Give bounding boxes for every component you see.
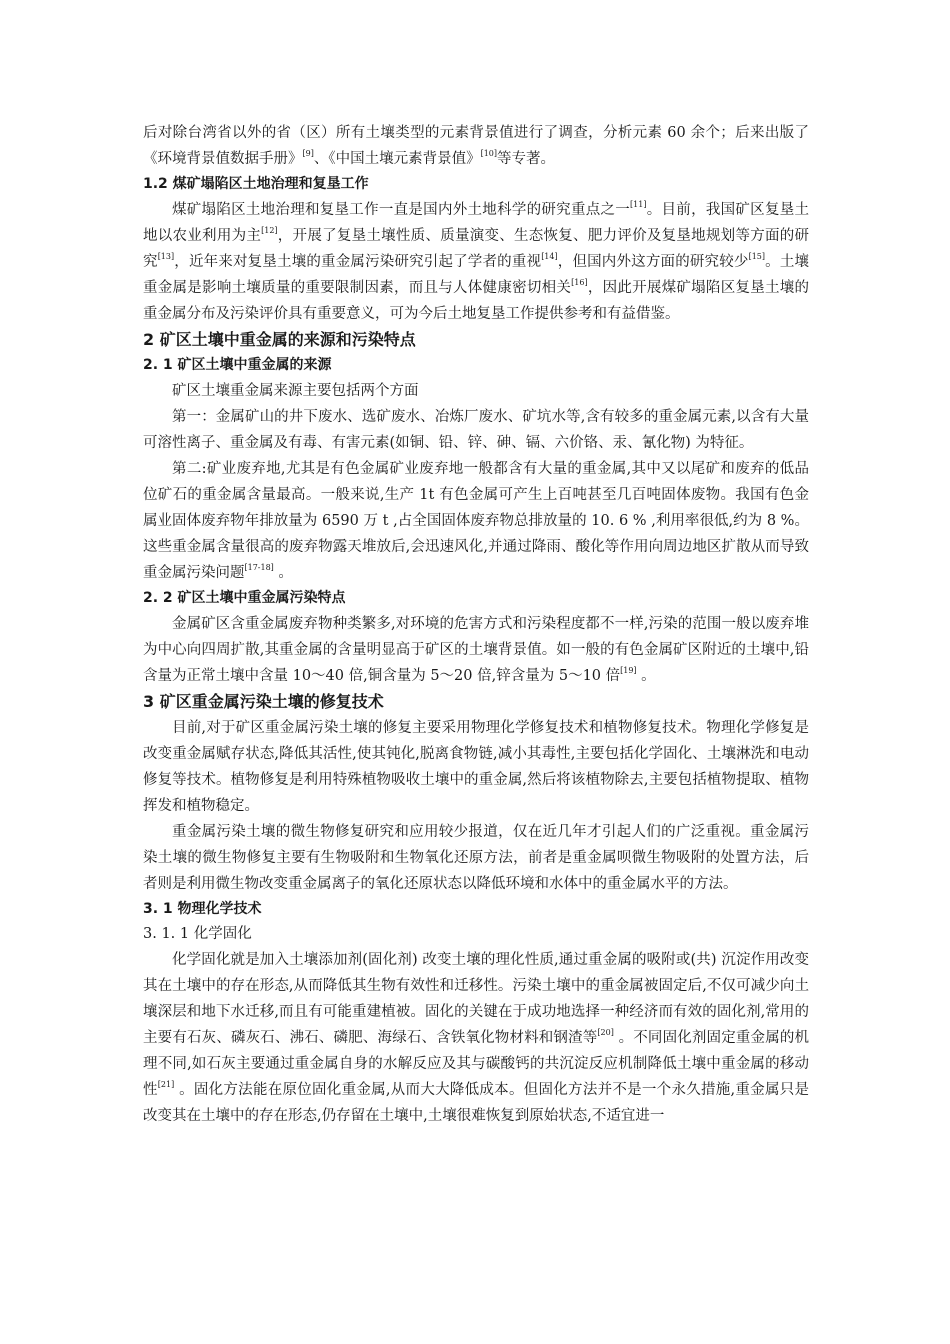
- section-heading-2-2: 2. 2 矿区土壤中重金属污染特点: [143, 590, 346, 606]
- citation: [14]: [541, 252, 558, 261]
- body-text: [143, 120, 809, 1129]
- text-run: 。: [273, 565, 293, 581]
- paragraph: [143, 197, 809, 327]
- text-run: ，近年来对复垦土壤的重金属污染研究引起了学者的重视: [174, 254, 542, 270]
- text-run: ，因此开展煤矿塌陷区复垦土壤的重金属分布及污染评价具有重要意义，可为今后土地复垦工作提供参考和有益借鉴。: [143, 280, 810, 322]
- section-heading-3: 3 矿区重金属污染土壤的修复技术: [143, 692, 384, 711]
- paragraph: [143, 611, 809, 689]
- text-run: 煤矿塌陷区土地治理和复垦工作一直是国内外土地科学的研究重点之一: [172, 202, 631, 218]
- text-run: 后对除台湾省以外的省（区）所有土壤类型的元素背景值进行了调查，分析元素 60 余个；后来出版了《环境背景值数据手册》: [143, 125, 809, 167]
- paragraph: 矿区土壤重金属来源主要包括两个方面: [172, 383, 419, 399]
- citation: [9]: [302, 149, 314, 158]
- citation: [15]: [748, 252, 765, 261]
- text-run: 。固化方法能在原位固化重金属,从而大大降低成本。但固化方法并不是一个永久措施,重金属只是改变其在土壤中的存在形态,仍存留在土壤中,土壤很难恢复到原始状态,不适宜进一: [143, 1082, 810, 1124]
- citation: [12]: [261, 226, 278, 235]
- text-run: ，但国内外这方面的研究较少: [557, 254, 749, 270]
- citation: [11]: [630, 200, 647, 209]
- text-run: 第二:矿业废弃地,尤其是有色金属矿业废弃地一般都含有大量的重金属,其中又以尾矿和废弃的低品位矿石的重金属含量最高。一般来说,生产 1t 有色金属可产生上百吨甚至几百吨固体废物。我国有色金属业固体废弃物年排放量为 6590 万 t ,占全国固体废弃物总排放量的 10. 6 % ,利用率很低,约为 8 %。这些重金属含量很高的废弃物露天堆放后,会迅速风化,并通过降雨、酸化等作用向周边地区扩散从而导致重金属污染问题: [143, 461, 809, 581]
- citation: [17-18]: [244, 563, 274, 572]
- text-run: 。: [636, 668, 656, 684]
- section-heading-1-2: 1.2 煤矿塌陷区土地治理和复垦工作: [143, 176, 369, 192]
- citation: [13]: [157, 252, 175, 261]
- citation: [21]: [157, 1080, 175, 1089]
- citation: [10]: [480, 149, 498, 158]
- text-run: 金属矿区含重金属废弃物种类繁多,对环境的危害方式和污染程度都不一样,污染的范围一般以废弃堆为中心向四周扩散,其重金属的含量明显高于矿区的土壤背景值。如一般的有色金属矿区附近的土壤中,铅含量为正常土壤中含量 10～40 倍,铜含量为 5～20 倍,锌含量为 5～10 倍: [143, 616, 809, 684]
- citation: [16]: [571, 278, 588, 287]
- paragraph: [143, 947, 809, 1129]
- citation: [20]: [597, 1028, 614, 1037]
- paragraph: [143, 120, 809, 172]
- paragraph: 重金属污染土壤的微生物修复研究和应用较少报道，仅在近几年才引起人们的广泛重视。重金属污染土壤的微生物修复主要有生物吸附和生物氧化还原方法，前者是重金属呗微生物吸附的处置方法，后者则是利用微生物改变重金属离子的氧化还原状态以降低环境和水体中的重金属水平的方法。: [143, 824, 809, 892]
- paragraph: 第一：金属矿山的井下废水、选矿废水、冶炼厂废水、矿坑水等,含有较多的重金属元素,以含有大量可溶性离子、重金属及有毒、有害元素(如铜、铅、锌、砷、镉、六价铬、汞、氰化物) 为特征。: [143, 409, 809, 451]
- text-run: 、《中国土壤元素背景值》: [313, 151, 481, 167]
- section-heading-3-1: 3. 1 物理化学技术: [143, 901, 262, 917]
- paragraph: 目前,对于矿区重金属污染土壤的修复主要采用物理化学修复技术和植物修复技术。物理化学修复是改变重金属赋存状态,降低其活性,使其钝化,脱离食物链,减小其毒性,主要包括化学固化、土壤淋洗和电动修复等技术。植物修复是利用特殊植物吸收土壤中的重金属,然后将该植物除去,主要包括植物提取、植物挥发和植物稳定。: [143, 720, 809, 814]
- text-run: 。目前，我国矿区复垦土地以农业利用为主: [143, 202, 810, 244]
- text-run: ，开展了复垦土壤性质、质量演变、生态恢复、肥力评价及复垦地规划等方面的研究: [143, 228, 810, 270]
- text-run: 。土壤重金属是影响土壤质量的重要限制因素，而且与人体健康密切相关: [143, 254, 810, 296]
- text-run: 等专著。: [497, 151, 556, 167]
- section-heading-2: 2 矿区土壤中重金属的来源和污染特点: [143, 330, 416, 349]
- section-heading-3-1-1: 3. 1. 1 化学固化: [143, 926, 252, 942]
- section-heading-2-1: 2. 1 矿区土壤中重金属的来源: [143, 357, 332, 373]
- text-run: 。不同固化剂固定重金属的机理不同,如石灰主要通过重金属自身的水解反应及其与碳酸钙的共沉淀反应机制降低土壤中重金属的移动性: [143, 1030, 810, 1098]
- paragraph: [143, 456, 809, 586]
- text-run: 化学固化就是加入土壤添加剂(固化剂) 改变土壤的理化性质,通过重金属的吸附或(共) 沉淀作用改变其在土壤中的存在形态,从而降低其生物有效性和迁移性。污染土壤中的重金属被固定后,不仅可减少向土壤深层和地下水迁移,而且有可能重建植被。固化的关键在于成功地选择一种经济而有效的固化剂,常用的主要有石灰、磷灰石、沸石、磷肥、海绿石、含铁氧化物材料和钢渣等: [143, 952, 809, 1046]
- citation: [19]: [620, 666, 637, 675]
